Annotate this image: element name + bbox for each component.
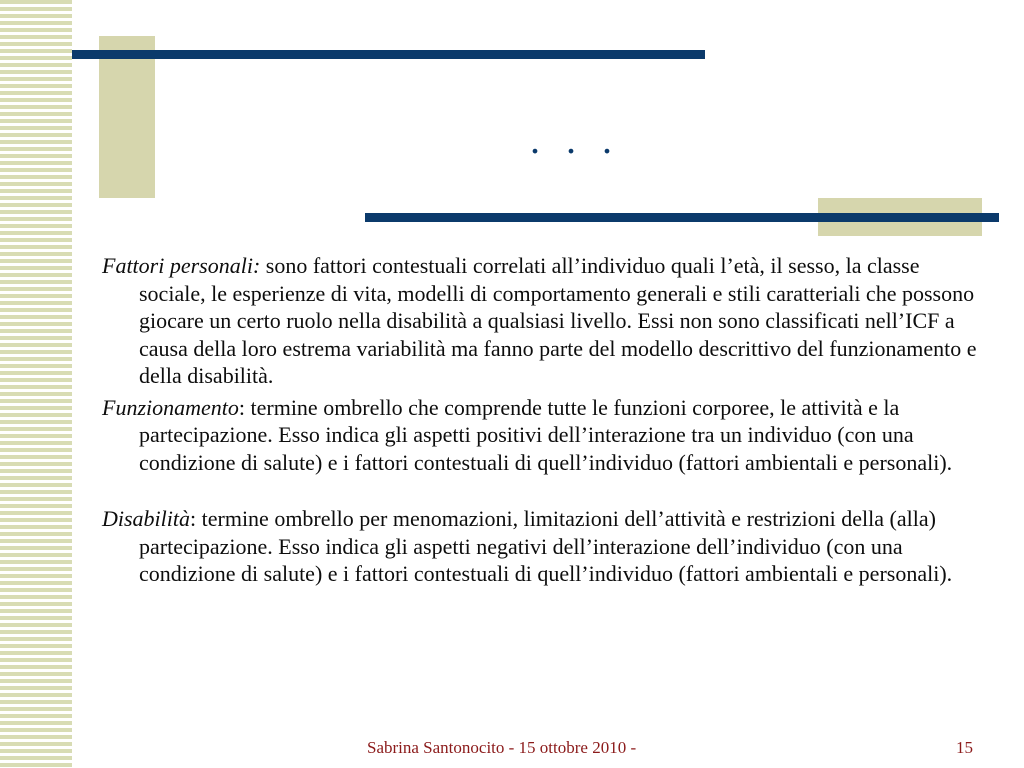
decorative-stripes (0, 0, 72, 768)
definition-fattori-personali: sono fattori contestuali correlati all’individuo quali l’età, il sesso, la classe sociale, le esperienze di vita, modelli di comportamento generali e stili caratteriali che possono giocare un certo ruolo nella disabilità a qualsiasi livello. Essi non sono classificati nell’ICF a causa della loro estrema variabilità ma fanno parte del modello descrittivo del funzionamento e della disabilità. (139, 253, 977, 388)
term-fattori-personali: Fattori personali: (102, 253, 261, 278)
definition-disabilita: : termine ombrello per menomazioni, limitazioni dell’attività e restrizioni della (alla) partecipazione. Esso indica gli aspetti negativi dell’interazione dell’individuo (con una condizione di salute) e i fattori contestuali di quell’individuo (fattori ambientali e personali). (139, 506, 953, 586)
page-number: 15 (956, 738, 973, 757)
paragraph-disabilita (102, 505, 982, 588)
slide-footer: Sabrina Santonocito - 15 ottobre 2010 - (367, 738, 637, 757)
term-disabilita: Disabilità (102, 506, 191, 531)
title-bar-bottom (365, 213, 999, 222)
title-bar-top (72, 50, 705, 59)
term-funzionamento: Funzionamento (102, 394, 239, 420)
slide-body (102, 252, 982, 588)
paragraph-funzionamento (102, 394, 982, 477)
slide-title: . . . (530, 117, 620, 162)
paragraph-fattori-personali (102, 252, 982, 390)
definition-funzionamento: : termine ombrello che comprende tutte le funzioni corporee, le attività e la partecipazione. Esso indica gli aspetti positivi dell’interazione tra un individuo (con una condizione di salute) e i fattori contestuali di quell’individuo (fattori ambientali e personali). (139, 394, 953, 475)
decorative-block-left (99, 36, 155, 198)
